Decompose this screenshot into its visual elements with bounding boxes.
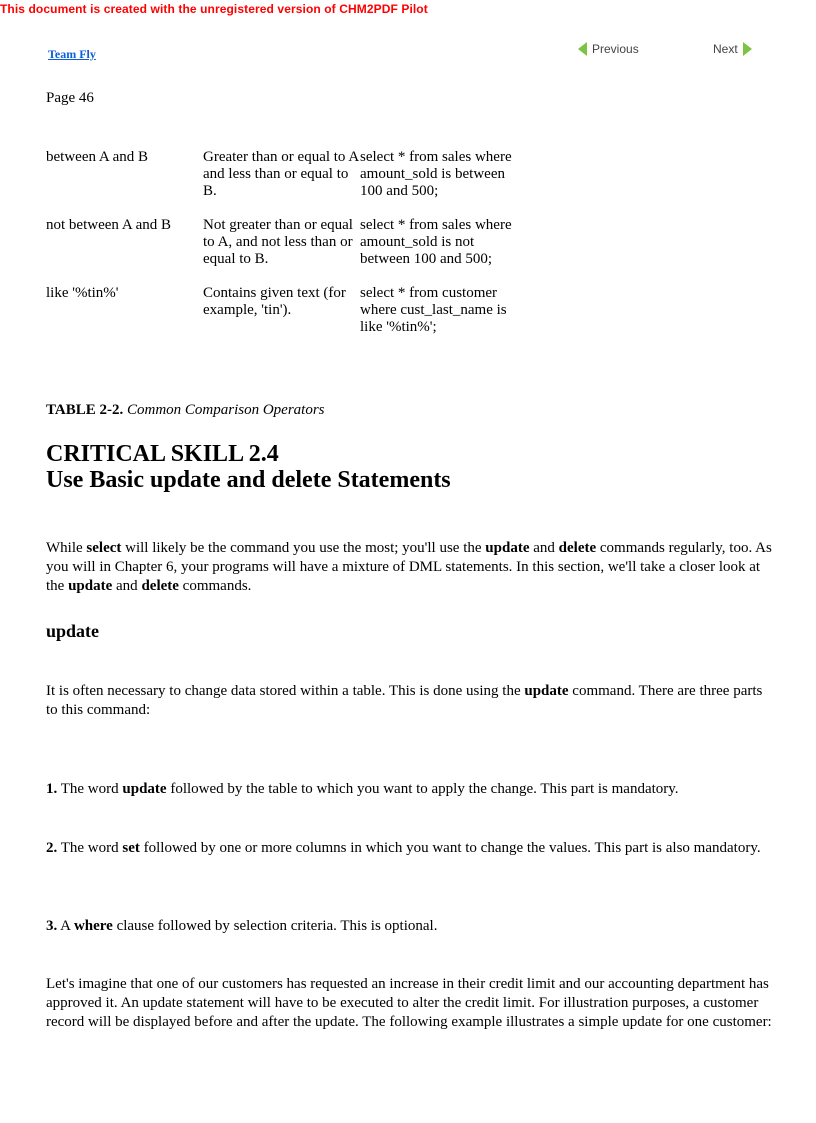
example-cell: select * from sales where amount_sold is not between 100 and 500;: [360, 217, 512, 267]
meaning-cell: Greater than or equal to A and less than or equal to B.: [203, 149, 359, 199]
table-row: [46, 149, 520, 200]
operators-table: [46, 149, 520, 353]
arrow-right-icon: [742, 42, 752, 56]
update-paragraph: It is often necessary to change data stored within a table. This is done using the update command. There are three parts to this command:: [46, 683, 763, 718]
next-button[interactable]: [713, 42, 752, 56]
section-heading: [46, 441, 451, 493]
heading-line-2: Use Basic update and delete Statements: [46, 467, 451, 493]
table-row: [46, 285, 520, 336]
previous-label: Previous: [592, 42, 639, 56]
step-item: 2. The word set followed by one or more columns in which you want to change the values. This part is also mandatory.: [46, 840, 761, 856]
update-subheading: update: [46, 621, 100, 641]
example-cell: select * from customer where cust_last_name is like '%tin%';: [360, 285, 507, 335]
operator-cell: like '%tin%': [46, 285, 119, 301]
operator-cell: between A and B: [46, 149, 149, 165]
meaning-cell: Contains given text (for example, 'tin').: [203, 285, 346, 318]
previous-button[interactable]: [578, 42, 639, 56]
arrow-left-icon: [578, 42, 588, 56]
example-cell: select * from sales where amount_sold is between 100 and 500;: [360, 149, 512, 199]
meaning-cell: Not greater than or equal to A, and not less than or equal to B.: [203, 217, 353, 267]
operator-cell: not between A and B: [46, 217, 171, 233]
next-label: Next: [713, 42, 738, 56]
table-row: [46, 217, 520, 268]
caption-text: Common Comparison Operators: [126, 402, 325, 418]
watermark-banner: This document is created with the unregistered version of CHM2PDF Pilot: [0, 2, 428, 16]
caption-label: TABLE 2-2.: [46, 402, 124, 418]
team-fly-link[interactable]: Team Fly: [48, 47, 96, 61]
table-caption: [46, 402, 325, 419]
page-number: Page 46: [46, 90, 94, 106]
step-item: 1. The word update followed by the table to which you want to apply the change. This part is mandatory.: [46, 781, 679, 797]
intro-paragraph: While select will likely be the command you use the most; you'll use the update and delete commands regularly, too. As you will in Chapter 6, your programs will have a mixture of DML statements. In this section, we'll take a closer look at the update and delete commands.: [46, 540, 772, 594]
step-item: 3. A where clause followed by selection criteria. This is optional.: [46, 918, 438, 934]
closing-paragraph: Let's imagine that one of our customers has requested an increase in their credit limit and our accounting department has approved it. An update statement will have to be executed to alter the credit limit. For illustration purposes, a customer record will be displayed before and after the update. The following example illustrates a simple update for one customer:: [46, 976, 772, 1030]
heading-line-1: CRITICAL SKILL 2.4: [46, 441, 279, 467]
